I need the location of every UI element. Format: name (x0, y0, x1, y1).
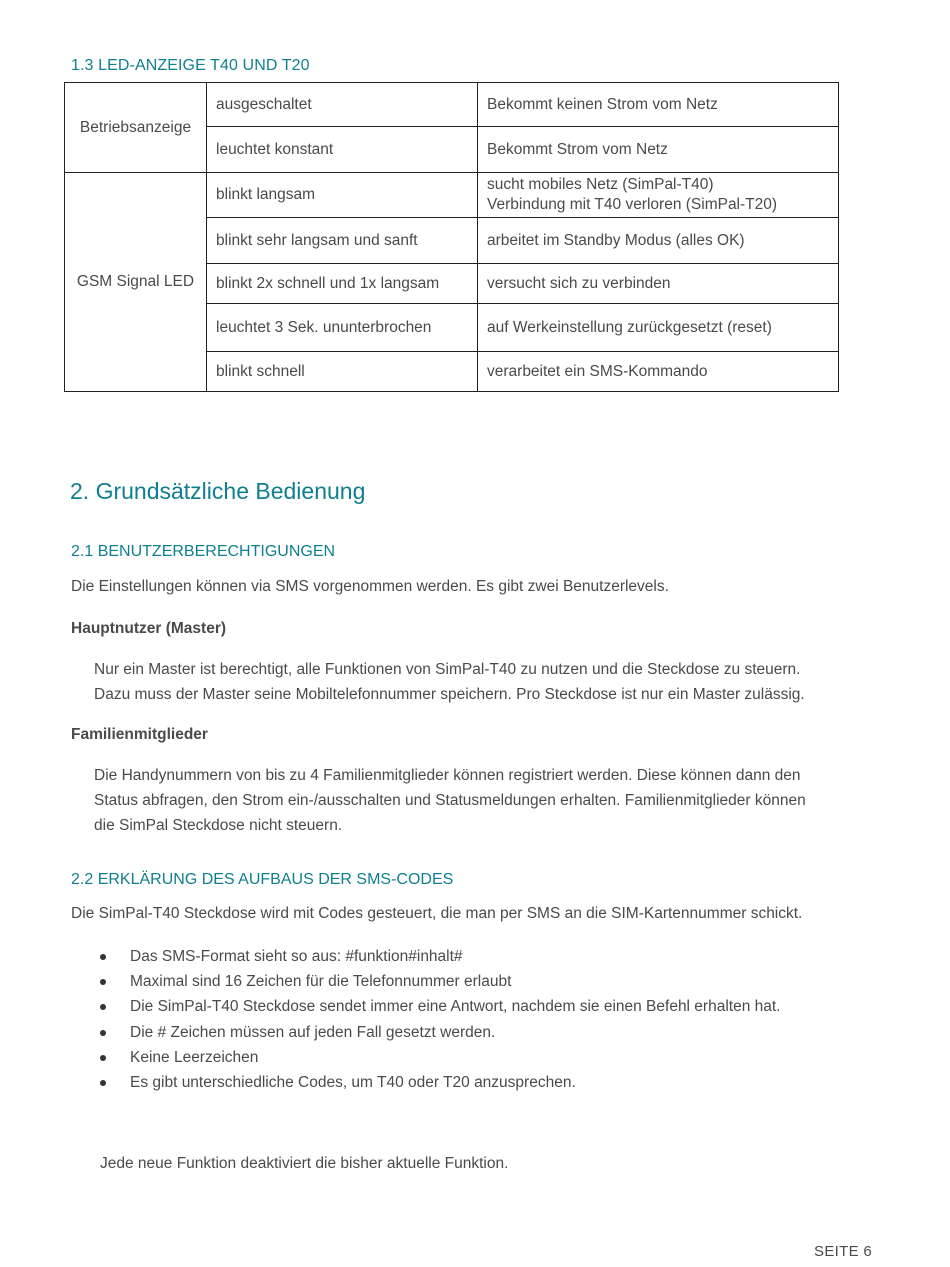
list-item (100, 944, 781, 969)
meaning-line: sucht mobiles Netz (SimPal-T40) (487, 176, 714, 193)
bullet-icon (100, 954, 106, 960)
state-cell: blinkt 2x schnell und 1x langsam (207, 264, 478, 304)
page-number: SEITE 6 (814, 1243, 872, 1260)
text-line: Nur ein Master ist berechtigt, alle Funktionen von SimPal-T40 zu nutzen und die Steckdose zu steuern. (94, 661, 801, 678)
group-cell-operation: Betriebsanzeige (65, 83, 207, 173)
meaning-cell: Bekommt Strom vom Netz (478, 127, 839, 173)
meaning-cell: verarbeitet ein SMS-Kommando (478, 352, 839, 392)
section-heading-2-2: 2.2 ERKLÄRUNG DES AUFBAUS DER SMS-CODES (71, 871, 454, 888)
state-cell: leuchtet konstant (207, 127, 478, 173)
meaning-cell: auf Werkeinstellung zurückgesetzt (reset) (478, 304, 839, 352)
list-item-text: Die SimPal-T40 Steckdose sendet immer eine Antwort, nachdem sie einen Befehl erhalten hat. (130, 998, 781, 1016)
master-title: Hauptnutzer (Master) (71, 620, 227, 637)
state-cell: ausgeschaltet (207, 83, 478, 127)
list-item (100, 994, 781, 1019)
table-row (65, 173, 839, 218)
section-heading-1-3: 1.3 LED-ANZEIGE T40 UND T20 (71, 57, 310, 74)
table-row (65, 83, 839, 127)
sms-codes-intro: Die SimPal-T40 Steckdose wird mit Codes gesteuert, die man per SMS an die SIM-Kartennummer schickt. (71, 905, 803, 922)
state-cell: blinkt schnell (207, 352, 478, 392)
text-line: die SimPal Steckdose nicht steuern. (94, 817, 343, 834)
function-note: Jede neue Funktion deaktiviert die bisher aktuelle Funktion. (100, 1155, 509, 1172)
bullet-icon (100, 979, 106, 985)
state-cell: blinkt langsam (207, 173, 478, 218)
list-item-text: Die # Zeichen müssen auf jeden Fall gesetzt werden. (130, 1023, 496, 1041)
led-indicator-table (64, 82, 839, 392)
state-cell: blinkt sehr langsam und sanft (207, 218, 478, 264)
family-title: Familienmitglieder (71, 726, 208, 743)
bullet-icon (100, 1030, 106, 1036)
list-item (100, 1020, 781, 1045)
meaning-cell: arbeitet im Standby Modus (alles OK) (478, 218, 839, 264)
group-cell-gsm: GSM Signal LED (65, 173, 207, 392)
master-description (94, 657, 874, 707)
list-item-text: Maximal sind 16 Zeichen für die Telefonnummer erlaubt (130, 973, 512, 991)
meaning-cell (478, 173, 839, 218)
meaning-line: Verbindung mit T40 verloren (SimPal-T20) (487, 196, 778, 213)
list-item (100, 969, 781, 994)
state-cell: leuchtet 3 Sek. ununterbrochen (207, 304, 478, 352)
section-heading-2-1: 2.1 BENUTZERBERECHTIGUNGEN (71, 543, 336, 560)
text-line: Status abfragen, den Strom ein-/ausschalten und Statusmeldungen erhalten. Familienmitglieder können (94, 792, 806, 809)
list-item (100, 1070, 781, 1095)
list-item-text: Das SMS-Format sieht so aus: #funktion#inhalt# (130, 948, 463, 965)
user-levels-intro: Die Einstellungen können via SMS vorgenommen werden. Es gibt zwei Benutzerlevels. (71, 578, 669, 595)
list-item-text: Es gibt unterschiedliche Codes, um T40 oder T20 anzusprechen. (130, 1073, 576, 1091)
text-line: Die Handynummern von bis zu 4 Familienmitglieder können registriert werden. Diese können dann den (94, 767, 801, 784)
text-line: Dazu muss der Master seine Mobiltelefonnummer speichern. Pro Steckdose ist nur ein Master zulässig. (94, 686, 805, 703)
meaning-cell: Bekommt keinen Strom vom Netz (478, 83, 839, 127)
section-heading-2: 2. Grundsätzliche Bedienung (70, 478, 366, 504)
bullet-icon (100, 1080, 106, 1086)
meaning-cell: versucht sich zu verbinden (478, 264, 839, 304)
bullet-icon (100, 1055, 106, 1061)
list-item (100, 1045, 781, 1070)
list-item-text: Keine Leerzeichen (130, 1048, 259, 1066)
sms-rules-list (100, 944, 781, 1095)
family-description (94, 763, 874, 838)
bullet-icon (100, 1004, 106, 1010)
